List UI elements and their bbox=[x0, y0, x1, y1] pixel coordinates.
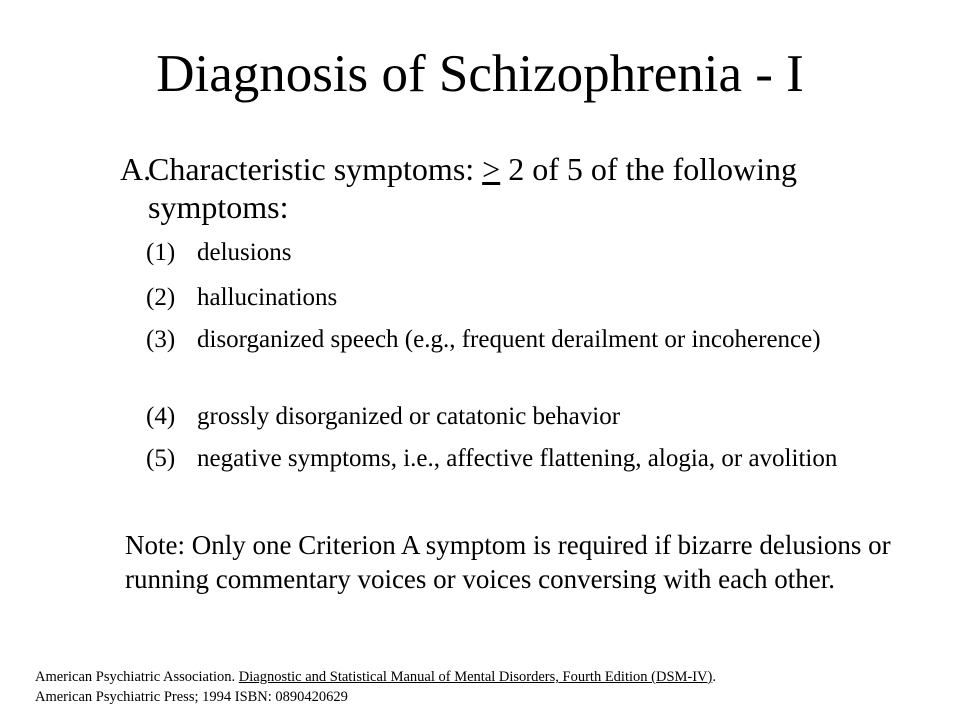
citation-line-1 bbox=[35, 667, 945, 687]
citation bbox=[35, 667, 945, 707]
citation-title: Diagnostic and Statistical Manual of Mental Disorders, Fourth Edition (DSM-IV) bbox=[238, 669, 713, 685]
criterion-a-note: Note: Only one Criterion A symptom is required if bizarre delusions or running commentary voices or voices conversing with each other. bbox=[125, 530, 891, 594]
citation-line-2: American Psychiatric Press; 1994 ISBN: 0890420629 bbox=[35, 689, 348, 705]
criterion-a-text bbox=[148, 150, 888, 226]
slide-title: Diagnosis of Schizophrenia - I bbox=[156, 45, 804, 103]
criterion-a-text-after: 2 of 5 of the following symptoms: bbox=[148, 151, 798, 225]
citation-author: American Psychiatric Association. bbox=[35, 669, 239, 685]
symptom-text: delusions bbox=[197, 239, 292, 266]
criterion-a-text-before: Characteristic symptoms: bbox=[148, 151, 483, 187]
symptom-number: (1) bbox=[146, 239, 176, 266]
symptom-number: (5) bbox=[146, 445, 176, 472]
symptom-text: disorganized speech (e.g., frequent derailment or incoherence) bbox=[197, 326, 821, 353]
citation-period: . bbox=[712, 669, 716, 685]
symptom-number: (2) bbox=[146, 284, 176, 311]
symptom-text: negative symptoms, i.e., affective flattening, alogia, or avolition bbox=[197, 445, 838, 472]
symptom-number: (3) bbox=[146, 326, 176, 353]
symptom-text: grossly disorganized or catatonic behavior bbox=[197, 403, 621, 430]
greater-equal-symbol: > bbox=[482, 151, 501, 187]
symptom-number: (4) bbox=[146, 403, 176, 430]
symptom-text: hallucinations bbox=[197, 284, 338, 311]
criterion-a-marker: A. bbox=[120, 151, 152, 187]
